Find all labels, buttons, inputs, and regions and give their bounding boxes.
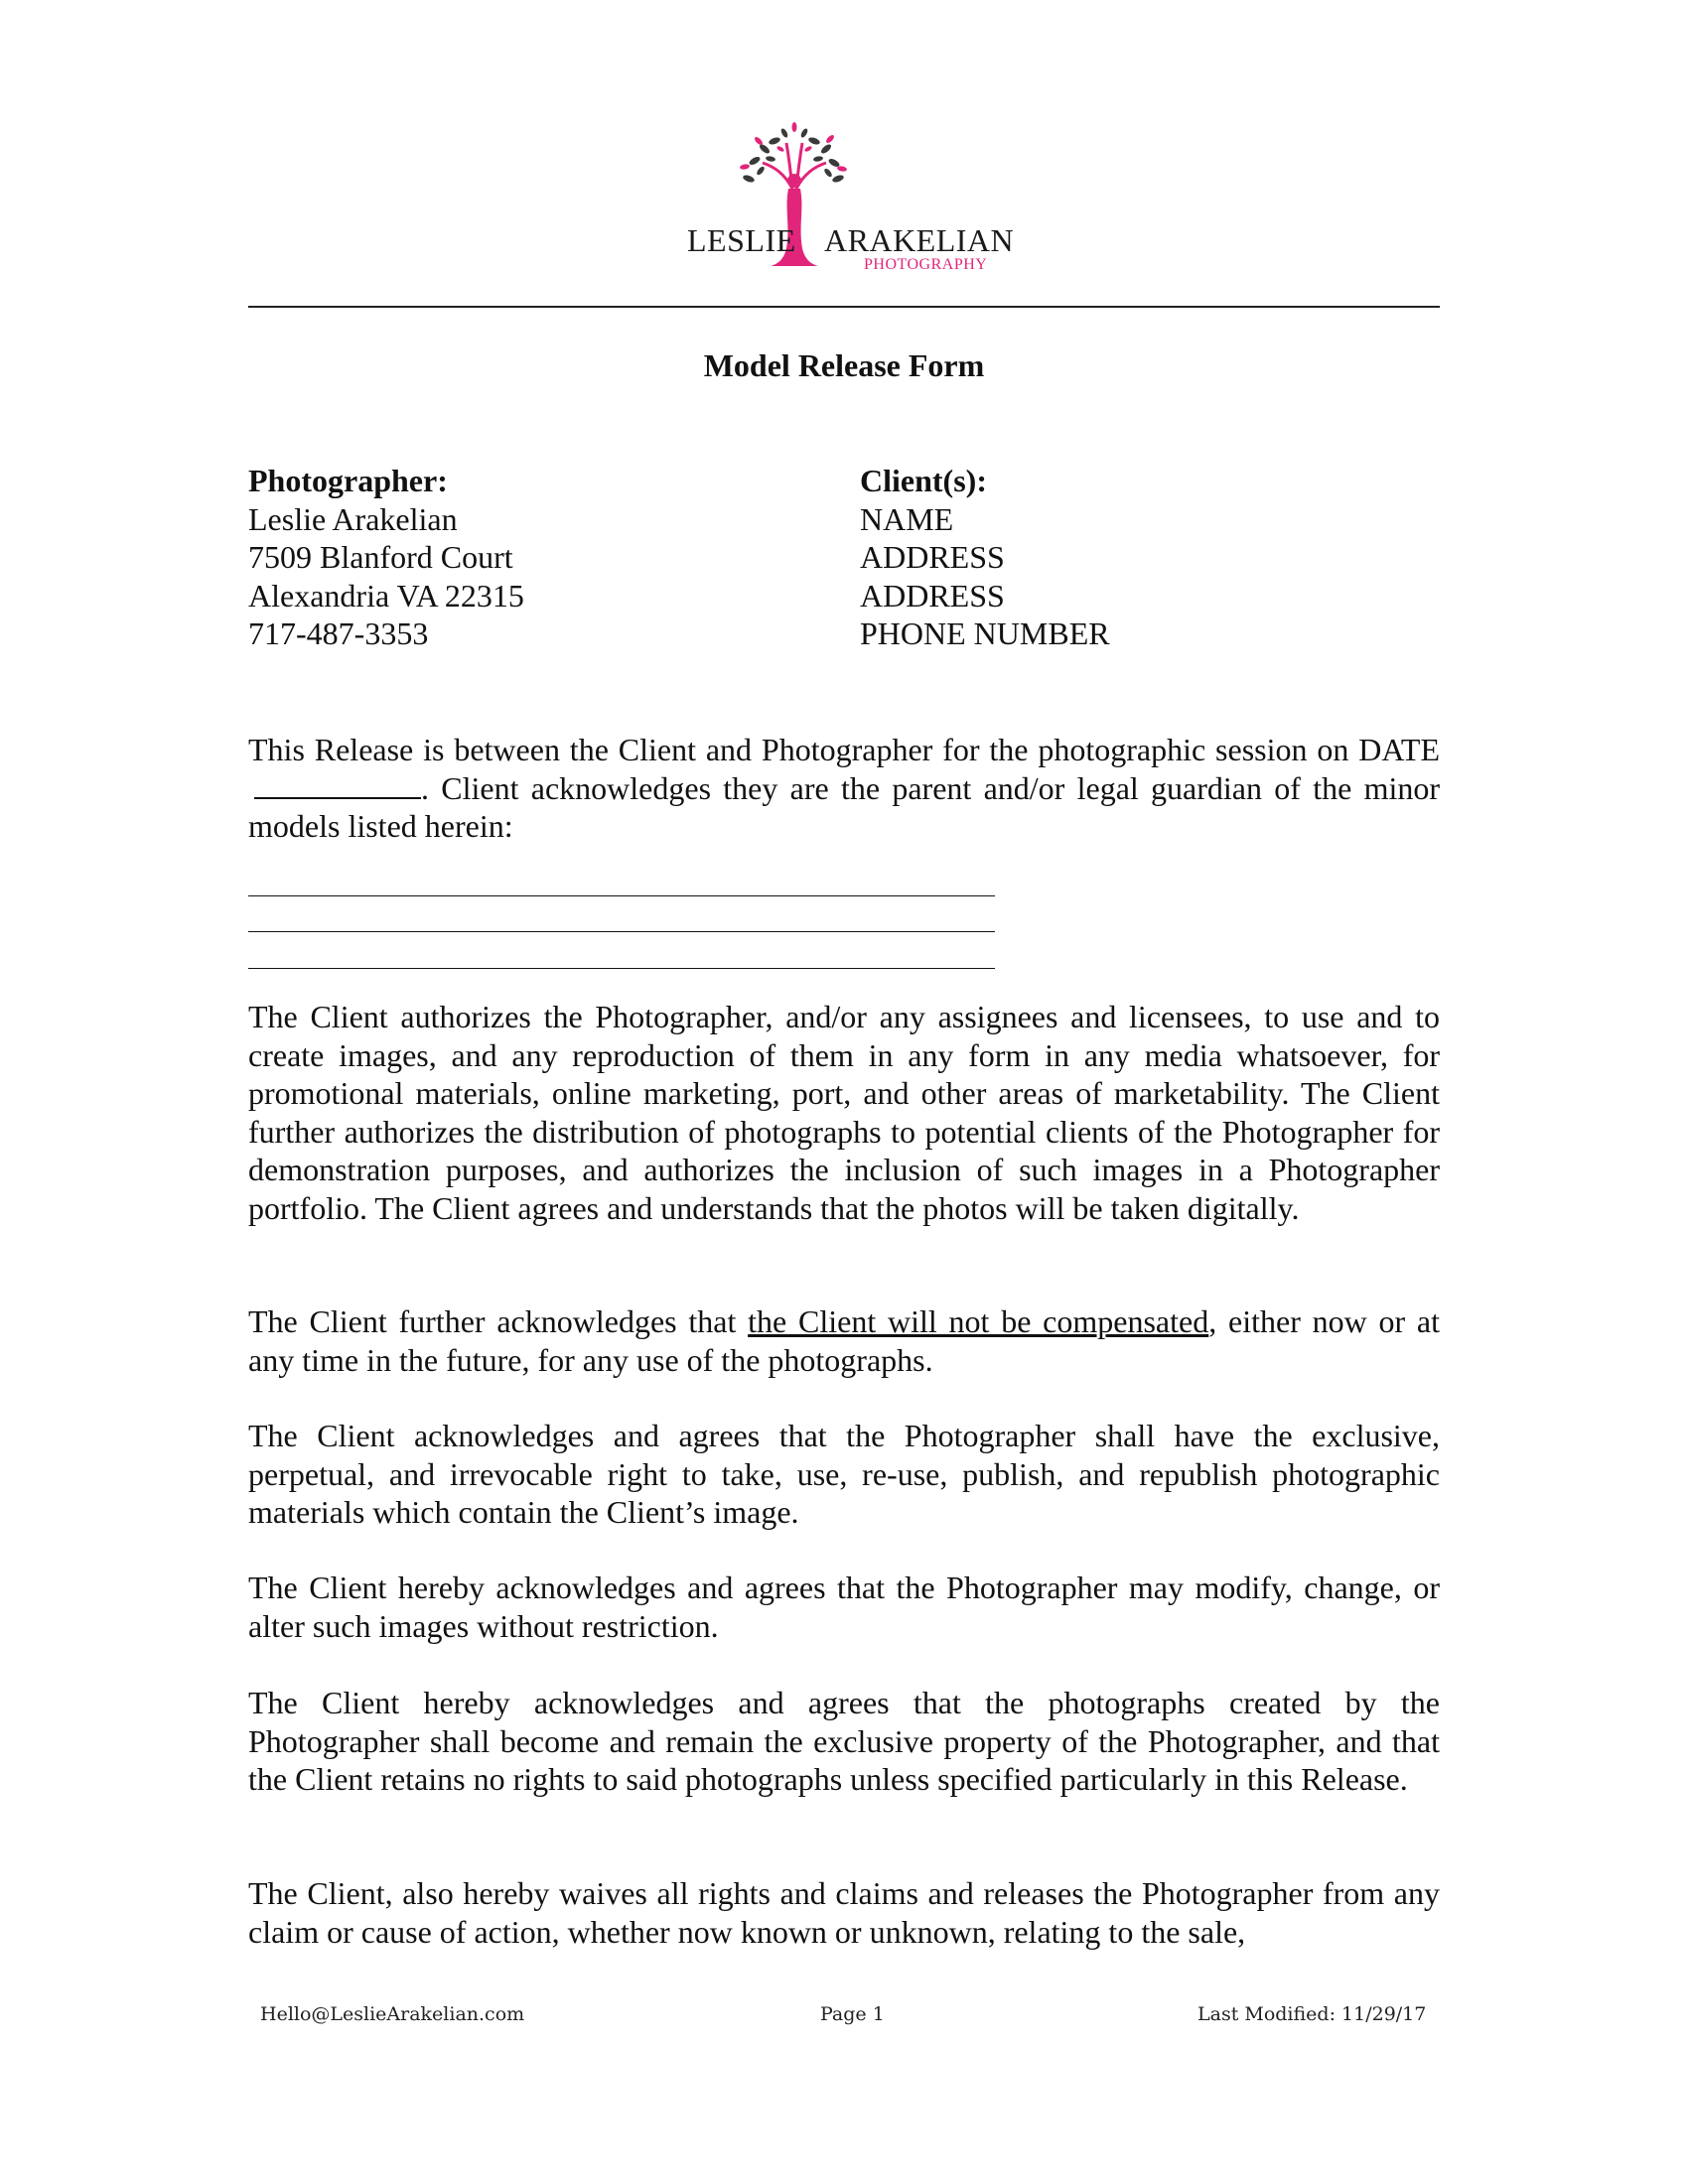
compensation-underlined: the Client will not be compensated	[748, 1303, 1209, 1339]
client-info	[860, 462, 1110, 653]
intro-text-a: This Release is between the Client and Photographer for the photographic session on DATE	[248, 732, 1440, 767]
minor-model-line[interactable]	[248, 930, 995, 969]
client-address-1: ADDRESS	[860, 539, 1005, 575]
compensation-text-b: , either now or at any time in the future, for any use of the photographs.	[248, 1303, 1441, 1378]
intro-text-b: . Client acknowledges they are the parent and/or legal guardian of the minor models listed herein:	[248, 769, 1440, 844]
photographer-phone: 717-487-3353	[248, 615, 429, 651]
logo-name-left: LESLIE	[687, 222, 796, 258]
footer-page-number: Page 1	[820, 2003, 885, 2025]
photographer-street: 7509 Blanford Court	[248, 539, 513, 575]
client-heading: Client(s):	[860, 463, 987, 498]
compensation-text-a: The Client further acknowledges that	[248, 1303, 749, 1339]
photographer-city: Alexandria VA 22315	[248, 577, 524, 614]
release-intro-paragraph	[248, 731, 1440, 846]
client-phone: PHONE NUMBER	[860, 615, 1110, 651]
company-logo	[675, 119, 1013, 278]
photographer-info	[248, 462, 524, 653]
minor-models-lines	[248, 860, 995, 969]
waiver-paragraph: The Client, also hereby waives all rights and claims and releases the Photographer from any claim or cause of action, whether now known or unknown, relating to the sale,	[248, 1875, 1440, 1950]
property-paragraph: The Client hereby acknowledges and agrees that the photographs created by the Photographer shall become and remain the exclusive property of the Photographer, and that the Client retains no rights to said photographs unless specified particularly in this Release.	[248, 1685, 1440, 1797]
footer-last-modified: Last Modified: 11/29/17	[1197, 2003, 1427, 2025]
photographer-heading: Photographer:	[248, 463, 448, 498]
date-blank-field[interactable]	[254, 771, 421, 799]
authorization-paragraph: The Client authorizes the Photographer, and/or any assignees and licensees, to use and to create images, and any reproduction of them in any form in any media whatsoever, for promotional materials, online marketing, port, and other areas of marketability. The Client further authorizes the distribution of photographs to potential clients of the Photographer for demonstration purposes, and authorizes the inclusion of such images in a Photographer portfolio. The Client agrees and understands that the photos will be taken digitally.	[248, 999, 1440, 1226]
client-name: NAME	[860, 500, 954, 537]
header-divider	[248, 306, 1440, 308]
client-address-2: ADDRESS	[860, 577, 1005, 614]
minor-model-line[interactable]	[248, 894, 995, 933]
page-title: Model Release Form	[703, 347, 985, 383]
rights-paragraph: The Client acknowledges and agrees that the Photographer shall have the exclusive, perpetual, and irrevocable right to take, use, re-use, publish, and republish photographic materials which contain the Client’s image.	[248, 1418, 1440, 1530]
minor-model-line[interactable]	[248, 858, 995, 896]
photographer-name: Leslie Arakelian	[248, 500, 458, 537]
footer-email: Hello@LeslieArakelian.com	[260, 2003, 525, 2025]
logo-name-right: ARAKELIAN	[824, 222, 1015, 258]
modification-paragraph: The Client hereby acknowledges and agrees that the Photographer may modify, change, or alter such images without restriction.	[248, 1570, 1440, 1644]
logo-subtitle: PHOTOGRAPHY	[864, 256, 988, 273]
compensation-paragraph	[248, 1302, 1440, 1379]
